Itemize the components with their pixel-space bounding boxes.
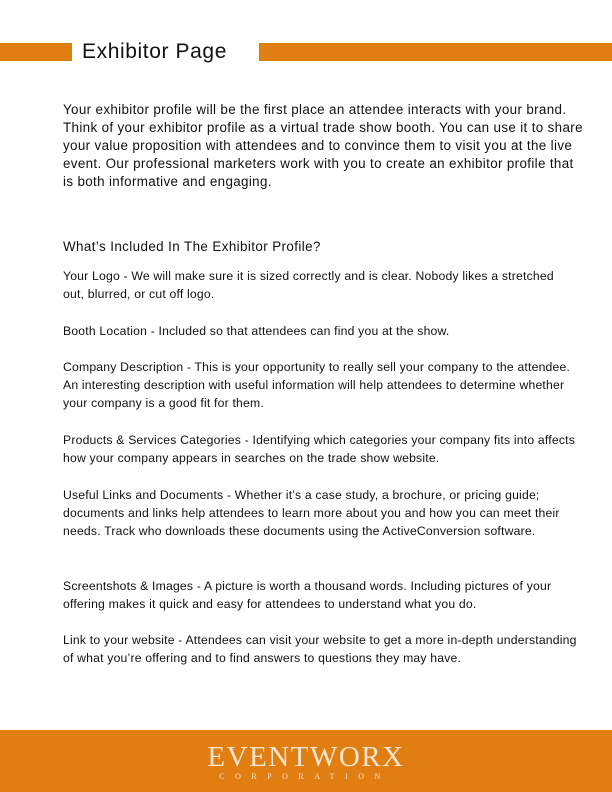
header-accent-bar-left [0, 43, 72, 61]
intro-paragraph: Your exhibitor profile will be the first place an attendee interacts with your brand. Think of your exhibitor profile as a virtual trade show booth. You can use it to share your value proposition with attendees and to convince them to visit you at the live event. Our professional marketers work with you to create an exhibitor profile that is both informative and engaging. [63, 102, 583, 189]
item-booth-location: Booth Location - Included so that attendees can find you at the show. [63, 324, 450, 338]
item-screenshots-images: Screentshots & Images - A picture is worth a thousand words. Including pictures of your offering makes it quick and easy for attendees to understand what you do. [63, 579, 552, 611]
page-title: Exhibitor Page [82, 40, 227, 63]
item-company-description: Company Description - This is your opportunity to really sell your company to the attendee. An interesting description with useful information will help attendees to determine whether your company is a good fit for them. [63, 360, 571, 410]
header-accent-bar-right [259, 43, 612, 61]
company-logo: EVENTWORX [207, 741, 405, 773]
item-products-services: Products & Services Categories - Identifying which categories your company fits into affects how your company appears in searches on the trade show website. [63, 433, 575, 465]
section-heading: What’s Included In The Exhibitor Profile? [63, 239, 321, 254]
item-links-documents: Useful Links and Documents - Whether it’s a case study, a brochure, or pricing guide; documents and links help attendees to learn more about you and how you can meet their needs. Track who downloads these documents using the ActiveConversion software. [63, 488, 560, 538]
item-your-logo: Your Logo - We will make sure it is sized correctly and is clear. Nobody likes a stretched out, blurred, or cut off logo. [63, 269, 554, 301]
company-logo-subtitle: CORPORATION [219, 772, 391, 781]
item-website-link: Link to your website - Attendees can visit your website to get a more in-depth understanding of what you’re offering and to find answers to questions they may have. [63, 633, 577, 665]
